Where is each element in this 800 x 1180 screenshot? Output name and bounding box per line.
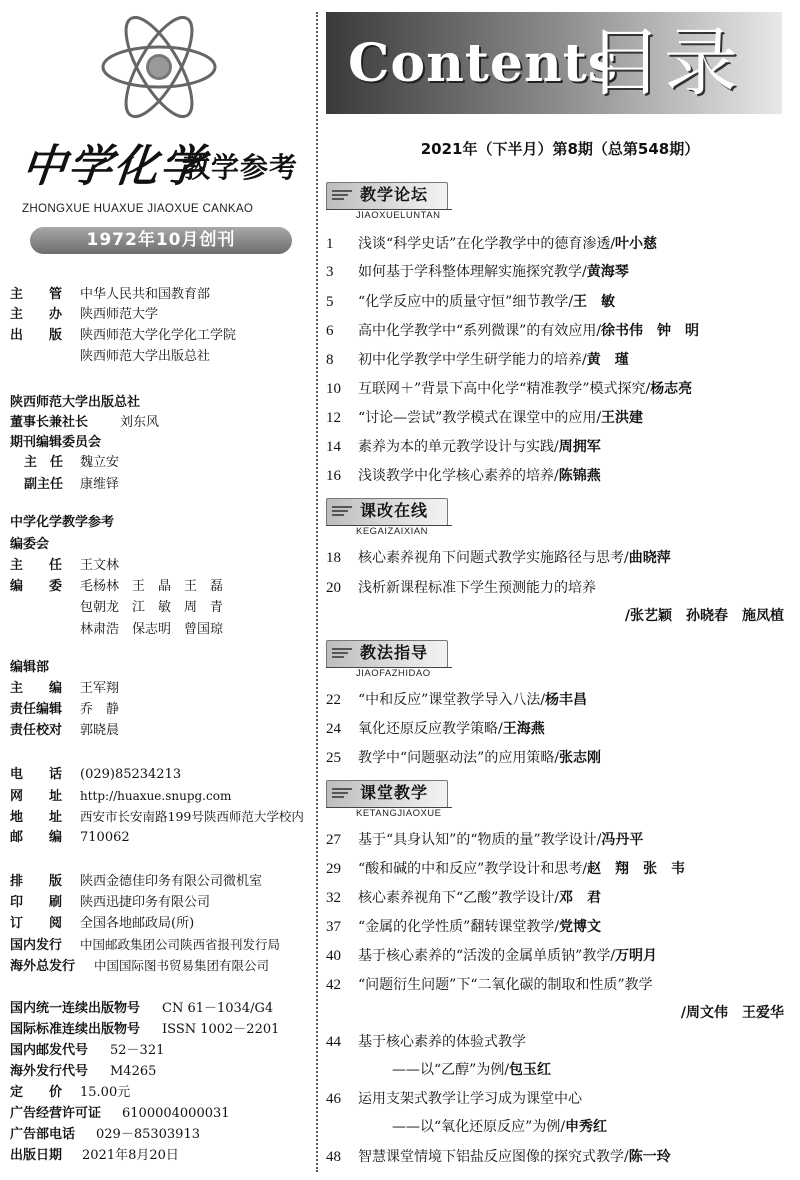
toc-entry[interactable]: 22 “中和反应”课堂教学导入八法/杨丰昌 [326, 692, 588, 708]
section-title: 课堂教学 [360, 783, 429, 802]
toc-entry[interactable]: 5 “化学反应中的质量守恒”细节教学/王 敏 [326, 294, 616, 310]
info-row: 编 委 毛杨林 王 晶 王 磊 [10, 579, 224, 594]
toc-entry[interactable]: 32 核心素养视角下“乙酸”教学设计/邓 君 [326, 890, 602, 906]
info-row: 定 价 15.00元 [10, 1085, 131, 1100]
info-row: 海外发行代号 M4265 [10, 1064, 157, 1079]
toc-entry[interactable]: 42 “问题衍生问题”下“二氧化碳的制取和性质”教学 [326, 977, 653, 993]
info-row: 出 版 陕西师范大学化学化工学院 [10, 328, 237, 343]
toc-entry[interactable]: 8 初中化学教学中学生研学能力的培养/黄 瑾 [326, 352, 629, 368]
toc-entry[interactable]: 25 教学中“问题驱动法”的应用策略/张志刚 [326, 750, 602, 766]
toc-entry[interactable]: 3 如何基于学科整体理解实施探究教学/黄海琴 [326, 264, 629, 280]
info-row: 广告部电话 029－85303913 [10, 1127, 200, 1142]
info-row: 副主任 康维铎 [24, 477, 120, 492]
section-pinyin: JIAOXUELUNTAN [356, 210, 441, 221]
info-row: 陕西师范大学出版总社 [80, 349, 211, 364]
section-header [326, 780, 452, 820]
info-row: 国内发行 中国邮政集团公司陕西省报刊发行局 [10, 937, 281, 953]
column-divider [316, 12, 318, 1172]
section-mark-icon [332, 506, 352, 517]
founded-badge: 1972年10月创刊 [30, 227, 292, 254]
press-heading: 陕西师范大学出版总社 [10, 395, 141, 410]
toc-entry[interactable]: 18 核心素养视角下问题式教学实施路径与思考/曲晓萍 [326, 550, 671, 566]
editorial-heading: 编辑部 [10, 660, 50, 675]
toc-entry[interactable]: 12 “讨论—尝试”教学模式在课堂中的应用/王洪建 [326, 410, 644, 426]
toc-entry[interactable]: 20 浅析新课程标准下学生预测能力的培养 [326, 580, 596, 596]
info-row: 邮 编 710062 [10, 830, 130, 845]
section-mark-icon [332, 190, 352, 201]
section-title: 教学论坛 [360, 185, 429, 204]
toc-entry-subtitle: ——以“乙醇”为例/包玉红 [392, 1062, 552, 1078]
section-mark-icon [332, 788, 352, 799]
info-row: 广告经营许可证 6100004000031 [10, 1106, 230, 1121]
info-row: 国际标准连续出版物号 ISSN 1002－2201 [10, 1022, 280, 1037]
journal-heading: 中学化学教学参考 [10, 515, 115, 530]
toc-entry[interactable]: 27 基于“具身认知”的“物质的量”教学设计/冯丹平 [326, 832, 644, 848]
section-header [326, 182, 452, 222]
toc-entry[interactable]: 46 运用支架式教学让学习成为课堂中心 [326, 1091, 582, 1107]
info-row: 林肃浩 保志明 曾国琼 [80, 622, 224, 637]
title-calligraphy: 中学化学 [19, 141, 209, 192]
section-mark-icon [332, 648, 352, 659]
info-row: 主 任 王文林 [10, 558, 120, 573]
atom-logo-icon [98, 6, 220, 128]
toc-entry[interactable]: 6 高中化学教学中“系列微课”的有效应用/徐书伟 钟 明 [326, 323, 700, 339]
toc-entry-subtitle: ——以“氧化还原反应”为例/申秀红 [392, 1119, 608, 1135]
toc-entry[interactable]: 1 浅谈“科学史话”在化学教学中的德育渗透/叶小慈 [326, 236, 658, 252]
info-row: 主 管 中华人民共和国教育部 [10, 287, 211, 302]
info-row: 国内统一连续出版物号 CN 61－1034/G4 [10, 1001, 274, 1016]
info-row: 国内邮发代号 52－321 [10, 1043, 165, 1058]
info-row: 主 编 王军翔 [10, 681, 120, 696]
info-row: 主 办 陕西师范大学 [10, 307, 159, 322]
section-title: 教法指导 [360, 643, 429, 662]
info-row: 出版日期 2021年8月20日 [10, 1148, 179, 1163]
toc-entry-authors: /张艺颖 孙晓春 施凤植 [624, 608, 784, 624]
section-pinyin: JIAOFAZHIDAO [356, 668, 431, 679]
info-row: 印 刷 陕西迅捷印务有限公司 [10, 895, 211, 910]
info-row: 电 话 (029)85234213 [10, 767, 182, 782]
toc-entry[interactable]: 44 基于核心素养的体验式教学 [326, 1034, 526, 1050]
toc-entry[interactable]: 10 互联网＋”背景下高中化学“精准教学”模式探究/杨志亮 [326, 381, 693, 397]
committee-heading: 编委会 [10, 537, 50, 552]
info-row: 排 版 陕西金德佳印务有限公司微机室 [10, 874, 263, 889]
masthead-column [0, 0, 312, 1180]
section-title: 课改在线 [360, 501, 429, 520]
board-heading: 期刊编辑委员会 [10, 435, 102, 450]
contents-banner [326, 12, 782, 114]
toc-entry[interactable]: 29 “酸和碱的中和反应”教学设计和思考/赵 翔 张 韦 [326, 861, 686, 877]
magazine-title [19, 141, 312, 192]
section-pinyin: KEGAIZAIXIAN [356, 526, 428, 537]
toc-entry[interactable]: 37 “金属的化学性质”翻转课堂教学/党博文 [326, 919, 602, 935]
toc-entry[interactable]: 48 智慧课堂情境下铝盐反应图像的探究式教学/陈一玲 [326, 1149, 671, 1165]
toc-entry-authors: /周文伟 王爱华 [680, 1005, 784, 1021]
title-print: 教学参考 [182, 151, 299, 184]
banner-title-cn: 目录 [588, 20, 740, 106]
info-row: 主 任 魏立安 [24, 455, 120, 470]
info-row: 董事长兼社长 刘东风 [10, 415, 160, 430]
toc-entry[interactable]: 16 浅谈教学中化学核心素养的培养/陈锦燕 [326, 468, 601, 484]
section-pinyin: KETANGJIAOXUE [356, 808, 442, 819]
info-row: 订 阅 全国各地邮政局(所) [10, 916, 195, 931]
title-pinyin: ZHONGXUE HUAXUE JIAOXUE CANKAO [22, 202, 254, 215]
toc-entry[interactable]: 40 基于核心素养的“活泼的金属单质钠”教学/万明月 [326, 948, 658, 964]
section-header [326, 640, 452, 680]
info-row: 责任编辑 乔 静 [10, 702, 120, 717]
info-row: 网 址 http://huaxue.snupg.com [10, 789, 232, 804]
info-row: 责任校对 郭晓晨 [10, 723, 120, 738]
toc-entry[interactable]: 14 素养为本的单元教学设计与实践/周拥军 [326, 439, 601, 455]
info-row: 包朝龙 江 敏 周 青 [80, 600, 224, 615]
info-row: 海外总发行 中国国际图书贸易集团有限公司 [10, 958, 270, 974]
banner-title-en: Contents [348, 33, 619, 94]
info-row: 地 址 西安市长安南路199号陕西师范大学校内 [10, 809, 304, 825]
toc-entry[interactable]: 24 氧化还原反应教学策略/王海燕 [326, 721, 545, 737]
issue-line: 2021年（下半月）第8期（总第548期） [420, 140, 700, 158]
section-header [326, 498, 452, 538]
